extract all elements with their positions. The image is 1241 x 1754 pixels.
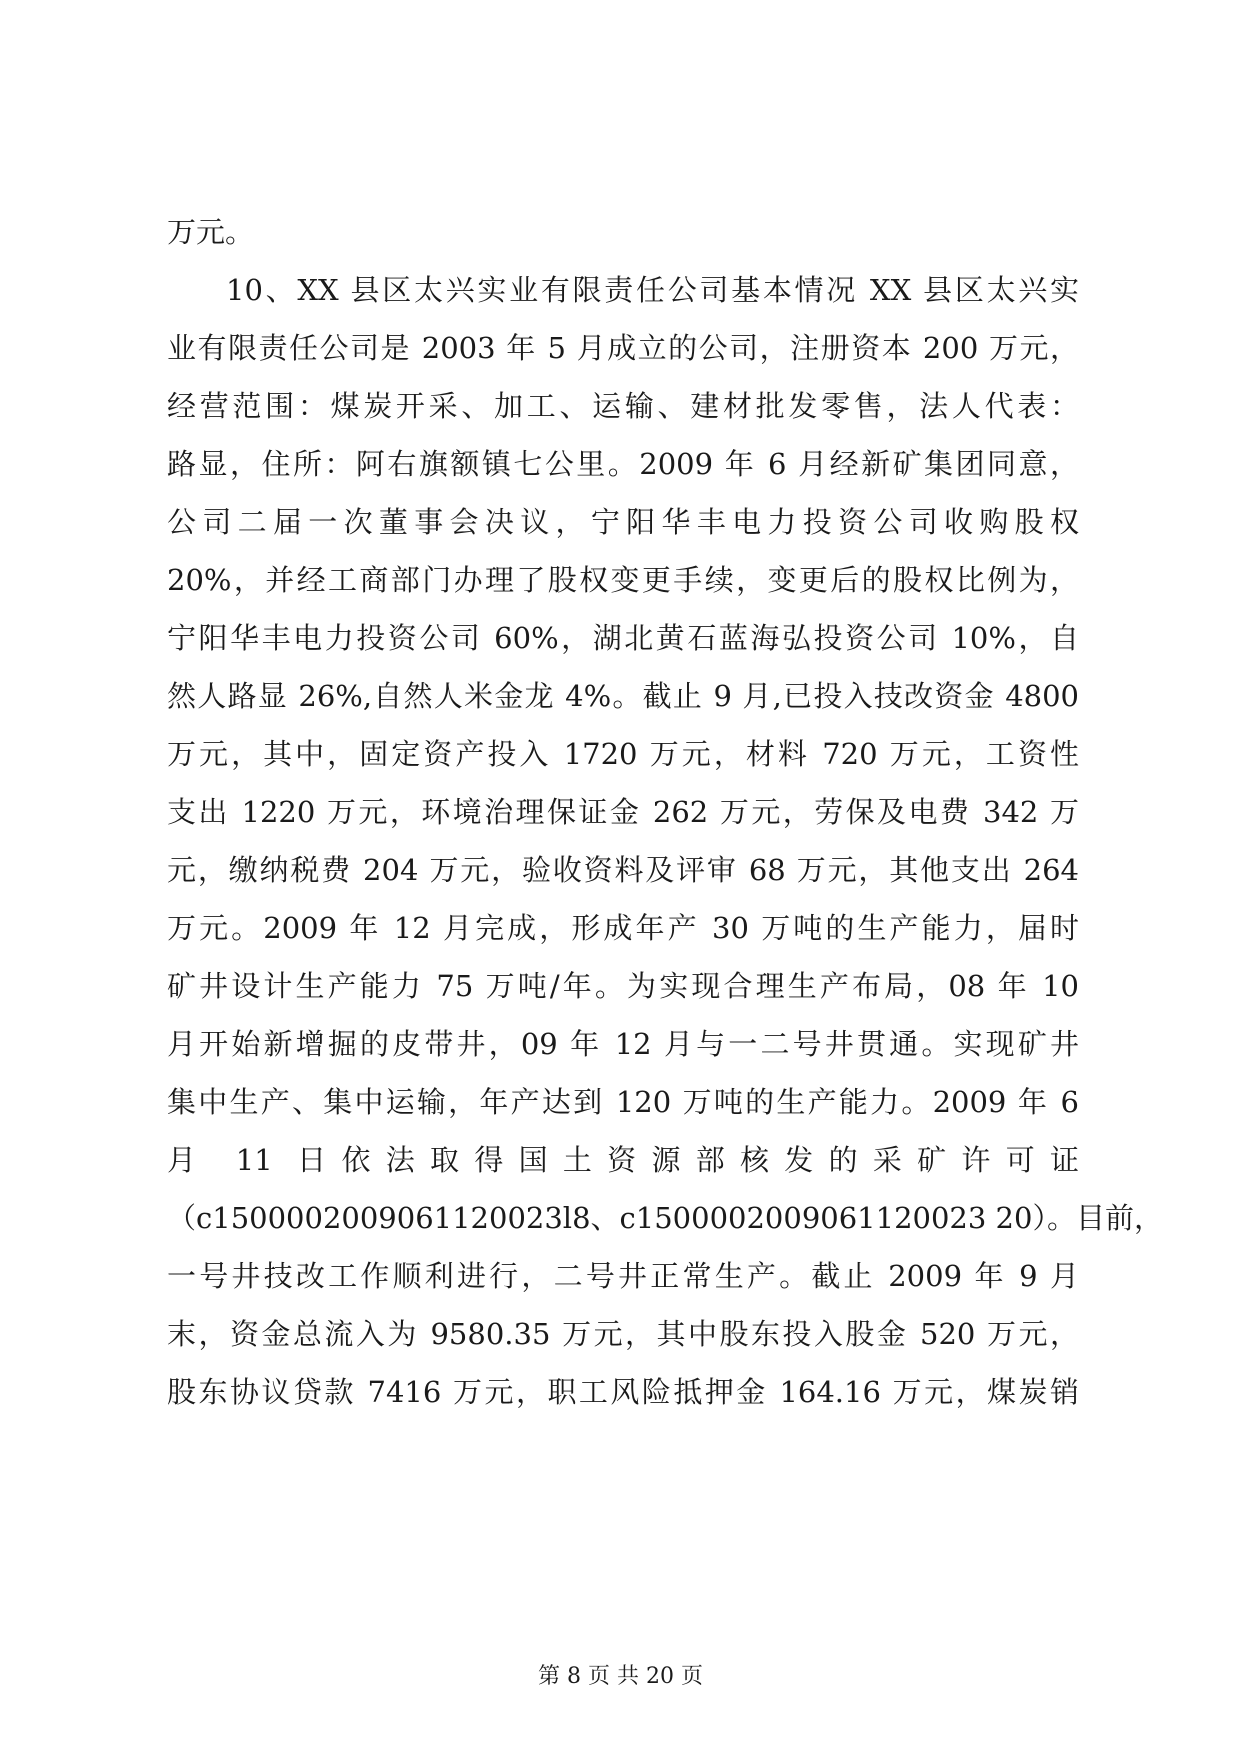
page-footer: 第 8 页 共 20 页 [538, 1664, 703, 1689]
text-line: （c1500002009061120023l8、c1500002009061120023 20）。目前， [167, 1201, 1163, 1235]
text-line: 20%，并经工商部门办理了股权变更手续，变更后的股权比例为， [167, 563, 1079, 597]
text-line: 末，资金总流入为 9580.35 万元，其中股东投入股金 520 万元， [167, 1317, 1079, 1351]
text-line: 万元，其中，固定资产投入 1720 万元，材料 720 万元，工资性 [167, 737, 1079, 771]
text-line: 万元。2009 年 12 月完成，形成年产 30 万吨的生产能力，届时 [167, 911, 1079, 945]
text-line: 月 11 日依法取得国土资源部核发的采矿许可证 [167, 1143, 1079, 1177]
text-line: 万元。 [167, 215, 255, 249]
text-line: 元，缴纳税费 204 万元，验收资料及评审 68 万元，其他支出 264 [167, 853, 1079, 887]
text-line: 业有限责任公司是 2003 年 5 月成立的公司，注册资本 200 万元， [167, 331, 1079, 365]
text-line: 一号井技改工作顺利进行，二号井正常生产。截止 2009 年 9 月 [167, 1259, 1079, 1293]
text-line: 公司二届一次董事会决议，宁阳华丰电力投资公司收购股权 [167, 505, 1079, 539]
text-line: 支出 1220 万元，环境治理保证金 262 万元，劳保及电费 342 万 [167, 795, 1079, 829]
text-line: 股东协议贷款 7416 万元，职工风险抵押金 164.16 万元，煤炭销 [167, 1375, 1079, 1409]
text-line: 矿井设计生产能力 75 万吨/年。为实现合理生产布局，08 年 10 [167, 969, 1079, 1003]
text-line: 宁阳华丰电力投资公司 60%，湖北黄石蓝海弘投资公司 10%，自 [167, 621, 1079, 655]
text-line: 路显，住所：阿右旗额镇七公里。2009 年 6 月经新矿集团同意， [167, 447, 1079, 481]
text-line: 然人路显 26%,自然人米金龙 4%。截止 9 月,已投入技改资金 4800 [167, 679, 1079, 713]
text-line: 经营范围：煤炭开采、加工、运输、建材批发零售，法人代表： [167, 389, 1079, 423]
text-line: 集中生产、集中运输，年产达到 120 万吨的生产能力。2009 年 6 [167, 1085, 1079, 1119]
text-line: 10、XX 县区太兴实业有限责任公司基本情况 XX 县区太兴实 [226, 273, 1079, 307]
text-line: 月开始新增掘的皮带井，09 年 12 月与一二号井贯通。实现矿井 [167, 1027, 1079, 1061]
